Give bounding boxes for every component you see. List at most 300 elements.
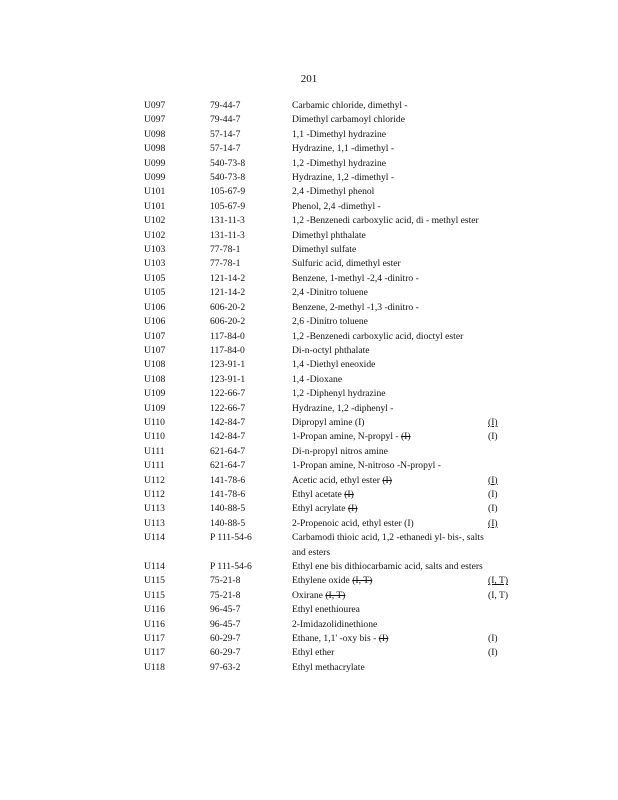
hazard-code-text: (I) bbox=[488, 488, 498, 500]
struck-hazard-code: (I) bbox=[400, 431, 411, 443]
cas-number-text: 141-78-6 bbox=[210, 488, 246, 500]
cas-number bbox=[210, 113, 292, 127]
table-row bbox=[144, 272, 524, 286]
cas-number bbox=[210, 243, 292, 257]
waste-code-text: U098 bbox=[144, 128, 166, 140]
hazard-code bbox=[488, 200, 524, 214]
chemical-name bbox=[292, 142, 488, 156]
cas-number-text: 121-14-2 bbox=[210, 287, 246, 299]
chemical-name-text: Ethyl ene bis dithiocarbamic acid, salts and esters bbox=[292, 561, 483, 572]
chemical-name bbox=[292, 618, 488, 632]
cas-number bbox=[210, 157, 292, 171]
chemical-name-text: 1,4 -Dioxane bbox=[292, 373, 343, 385]
cas-number bbox=[210, 229, 292, 243]
cas-number-text: 60-29-7 bbox=[210, 647, 241, 659]
waste-code bbox=[144, 560, 210, 574]
waste-code bbox=[144, 603, 210, 617]
table-row bbox=[144, 502, 524, 516]
table-row bbox=[144, 330, 524, 344]
table-row bbox=[144, 99, 524, 113]
table-row bbox=[144, 315, 524, 329]
cas-number-text: 96-45-7 bbox=[210, 604, 241, 616]
chemical-name-text: 1-Propan amine, N-propyl - bbox=[292, 431, 399, 443]
hazard-code bbox=[488, 445, 524, 459]
waste-code-text: U107 bbox=[144, 330, 166, 342]
chemical-name-text: 2-Imidazolidinethione bbox=[292, 618, 378, 630]
chemical-name-text: Ethylene oxide bbox=[292, 575, 350, 587]
cas-number bbox=[210, 185, 292, 199]
chemical-name bbox=[292, 560, 488, 574]
cas-number-text: 122-66-7 bbox=[210, 388, 246, 400]
waste-code-text: U115 bbox=[144, 589, 165, 601]
cas-number bbox=[210, 286, 292, 300]
waste-code-text: U117 bbox=[144, 633, 165, 645]
cas-number bbox=[210, 330, 292, 344]
waste-code bbox=[144, 589, 210, 603]
hazard-code-text: (I) bbox=[488, 416, 498, 428]
waste-code bbox=[144, 157, 210, 171]
hazard-code bbox=[488, 618, 524, 632]
chemical-name-text: Hydrazine, 1,2 -diphenyl - bbox=[292, 402, 394, 414]
cas-number bbox=[210, 488, 292, 502]
chemical-name-text: 1,4 -Diethyl eneoxide bbox=[292, 359, 376, 371]
waste-code-text: U114 bbox=[144, 532, 165, 544]
hazard-code-text: (I) bbox=[488, 633, 498, 645]
waste-code-text: U113 bbox=[144, 517, 165, 529]
cas-number-text: 621-64-7 bbox=[210, 445, 246, 457]
chemical-name bbox=[292, 603, 488, 617]
chemical-name bbox=[292, 387, 488, 401]
cas-number bbox=[210, 459, 292, 473]
chemical-name bbox=[292, 502, 488, 516]
chemical-name bbox=[292, 661, 488, 675]
page-number: 201 bbox=[300, 73, 318, 85]
chemical-name-text: Phenol, 2,4 -dimethyl - bbox=[292, 200, 381, 212]
hazard-code bbox=[488, 646, 524, 660]
hazard-code bbox=[488, 99, 524, 113]
cas-number bbox=[210, 502, 292, 516]
table-row bbox=[144, 430, 524, 444]
hazard-code bbox=[488, 142, 524, 156]
table-row bbox=[144, 589, 524, 603]
table-row bbox=[144, 257, 524, 271]
cas-number-text: 141-78-6 bbox=[210, 474, 246, 486]
hazard-code bbox=[488, 301, 524, 315]
hazard-code bbox=[488, 243, 524, 257]
cas-number bbox=[210, 142, 292, 156]
chemical-name-text: Dimethyl sulfate bbox=[292, 244, 357, 256]
chemical-name bbox=[292, 286, 488, 300]
waste-code-text: U116 bbox=[144, 604, 165, 616]
cas-number-text: 140-88-5 bbox=[210, 503, 246, 515]
chemical-name-text: Ethyl acetate bbox=[292, 488, 342, 500]
chemical-name-text: Ethane, 1,1' -oxy bis - bbox=[292, 633, 377, 645]
chemical-name-text: Sulfuric acid, dimethyl ester bbox=[292, 258, 401, 270]
cas-number bbox=[210, 589, 292, 603]
waste-code-text: U102 bbox=[144, 215, 166, 227]
hazard-code bbox=[488, 330, 524, 344]
waste-code bbox=[144, 229, 210, 243]
chemical-name-text: Benzene, 2-methyl -1,3 -dinitro - bbox=[292, 301, 419, 313]
cas-number-text: 79-44-7 bbox=[210, 100, 241, 111]
chemical-name bbox=[292, 632, 488, 646]
chemical-name bbox=[292, 373, 488, 387]
waste-code bbox=[144, 632, 210, 646]
waste-code bbox=[144, 128, 210, 142]
table-row bbox=[144, 387, 524, 401]
table-row bbox=[144, 358, 524, 372]
chemical-name-text: Ethyl methacrylate bbox=[292, 661, 365, 673]
cas-number bbox=[210, 560, 292, 574]
chemical-name bbox=[292, 430, 488, 444]
table-row bbox=[144, 488, 524, 502]
cas-number bbox=[210, 531, 292, 560]
hazard-code bbox=[488, 632, 524, 646]
cas-number-text: P 111-54-6 bbox=[210, 532, 252, 544]
cas-number-text: 75-21-8 bbox=[210, 575, 241, 587]
waste-code-text: U112 bbox=[144, 474, 165, 486]
waste-code-text: U101 bbox=[144, 200, 166, 212]
waste-code bbox=[144, 574, 210, 588]
table-row bbox=[144, 661, 524, 675]
chemical-name-text: Dimethyl phthalate bbox=[292, 229, 366, 241]
hazard-code bbox=[488, 603, 524, 617]
waste-code bbox=[144, 257, 210, 271]
cas-number-text: 140-88-5 bbox=[210, 517, 246, 529]
cas-number-text: 540-73-8 bbox=[210, 172, 246, 184]
table-row bbox=[144, 301, 524, 315]
waste-code bbox=[144, 618, 210, 632]
cas-number-text: 60-29-7 bbox=[210, 633, 241, 645]
cas-number bbox=[210, 402, 292, 416]
hazard-code bbox=[488, 257, 524, 271]
chemical-name-text: 1,1 -Dimethyl hydrazine bbox=[292, 128, 387, 140]
chemical-name bbox=[292, 488, 488, 502]
table-row bbox=[144, 560, 524, 574]
cas-number-text: 123-91-1 bbox=[210, 373, 246, 385]
waste-code bbox=[144, 488, 210, 502]
hazard-code bbox=[488, 229, 524, 243]
chemical-name bbox=[292, 402, 488, 416]
waste-code bbox=[144, 430, 210, 444]
hazard-code bbox=[488, 128, 524, 142]
cas-number bbox=[210, 646, 292, 660]
table-row bbox=[144, 128, 524, 142]
waste-code-text: U101 bbox=[144, 186, 166, 198]
cas-number-text: 142-84-7 bbox=[210, 416, 246, 428]
table-row bbox=[144, 142, 524, 156]
waste-code bbox=[144, 402, 210, 416]
waste-code-table bbox=[144, 99, 524, 675]
struck-hazard-code: (I) bbox=[382, 474, 392, 486]
chemical-name-text: 1,2 -Dimethyl hydrazine bbox=[292, 157, 387, 169]
chemical-name bbox=[292, 517, 488, 531]
hazard-code bbox=[488, 589, 524, 603]
cas-number bbox=[210, 373, 292, 387]
waste-code bbox=[144, 315, 210, 329]
cas-number bbox=[210, 171, 292, 185]
hazard-code bbox=[488, 531, 524, 560]
hazard-code bbox=[488, 574, 524, 588]
hazard-code bbox=[488, 315, 524, 329]
chemical-name bbox=[292, 243, 488, 257]
waste-code-text: U103 bbox=[144, 258, 166, 270]
chemical-name bbox=[292, 344, 488, 358]
waste-code-text: U111 bbox=[144, 445, 165, 457]
waste-code-text: U116 bbox=[144, 618, 165, 630]
waste-code-text: U112 bbox=[144, 488, 165, 500]
cas-number bbox=[210, 315, 292, 329]
table-row bbox=[144, 229, 524, 243]
waste-code bbox=[144, 301, 210, 315]
hazard-code-text: (I) bbox=[488, 474, 498, 486]
table-row bbox=[144, 574, 524, 588]
waste-code-text: U097 bbox=[144, 100, 166, 111]
waste-code-text: U107 bbox=[144, 344, 166, 356]
table-row bbox=[144, 459, 524, 473]
cas-number-text: 117-84-0 bbox=[210, 344, 245, 356]
cas-number bbox=[210, 128, 292, 142]
waste-code bbox=[144, 373, 210, 387]
hazard-code bbox=[488, 430, 524, 444]
table-row bbox=[144, 445, 524, 459]
chemical-name-text: 1,2 -Benzenedi carboxylic acid, dioctyl ester bbox=[292, 330, 464, 342]
waste-code bbox=[144, 243, 210, 257]
cas-number-text: 606-20-2 bbox=[210, 316, 246, 328]
chemical-name bbox=[292, 128, 488, 142]
cas-number bbox=[210, 257, 292, 271]
waste-code-text: U099 bbox=[144, 172, 166, 184]
cas-number-text: P 111-54-6 bbox=[210, 561, 252, 572]
table-row bbox=[144, 113, 524, 127]
waste-code-text: U106 bbox=[144, 316, 166, 328]
waste-code bbox=[144, 113, 210, 127]
waste-code-text: U110 bbox=[144, 431, 165, 443]
cas-number-text: 131-11-3 bbox=[210, 215, 245, 227]
table-row bbox=[144, 200, 524, 214]
chemical-name-text: 1-Propan amine, N-nitroso -N-propyl - bbox=[292, 460, 441, 472]
cas-number-text: 105-67-9 bbox=[210, 186, 246, 198]
table-row bbox=[144, 517, 524, 531]
cas-number-text: 77-78-1 bbox=[210, 258, 241, 270]
table-row bbox=[144, 632, 524, 646]
waste-code-text: U102 bbox=[144, 229, 166, 241]
chemical-name-text: 2,4 -Dinitro toluene bbox=[292, 287, 368, 299]
chemical-name bbox=[292, 330, 488, 344]
chemical-name-text: Ethyl acrylate bbox=[292, 503, 346, 515]
cas-number bbox=[210, 387, 292, 401]
cas-number bbox=[210, 200, 292, 214]
chemical-name bbox=[292, 531, 488, 560]
struck-hazard-code: (I) bbox=[347, 503, 358, 515]
waste-code bbox=[144, 531, 210, 560]
chemical-name-text: 1,2 -Benzenedi carboxylic acid, di - methyl ester bbox=[292, 215, 479, 227]
table-row bbox=[144, 531, 524, 560]
chemical-name bbox=[292, 272, 488, 286]
chemical-name bbox=[292, 589, 488, 603]
cas-number bbox=[210, 430, 292, 444]
waste-code-text: U117 bbox=[144, 647, 165, 659]
table-row bbox=[144, 214, 524, 228]
struck-hazard-code: (I) bbox=[344, 488, 354, 500]
table-row bbox=[144, 474, 524, 488]
hazard-code bbox=[488, 373, 524, 387]
chemical-name-text: 2-Propenoic acid, ethyl ester (I) bbox=[292, 517, 414, 529]
table-row bbox=[144, 402, 524, 416]
table-row bbox=[144, 171, 524, 185]
hazard-code bbox=[488, 661, 524, 675]
cas-number-text: 105-67-9 bbox=[210, 200, 246, 212]
hazard-code bbox=[488, 171, 524, 185]
hazard-code-text: (I) bbox=[488, 517, 498, 529]
chemical-name bbox=[292, 99, 488, 113]
hazard-code bbox=[488, 488, 524, 502]
hazard-code bbox=[488, 113, 524, 127]
table-row bbox=[144, 157, 524, 171]
chemical-name bbox=[292, 416, 488, 430]
table-row bbox=[144, 646, 524, 660]
waste-code-text: U113 bbox=[144, 503, 165, 515]
chemical-name-text: Di-n-octyl phthalate bbox=[292, 344, 370, 356]
hazard-code bbox=[488, 459, 524, 473]
waste-code bbox=[144, 344, 210, 358]
waste-code bbox=[144, 416, 210, 430]
struck-hazard-code: (I, T) bbox=[325, 589, 346, 601]
waste-code bbox=[144, 214, 210, 228]
chemical-name-text: Di-n-propyl nitros amine bbox=[292, 445, 388, 457]
chemical-name bbox=[292, 474, 488, 488]
struck-hazard-code: (I) bbox=[378, 633, 389, 645]
cas-number bbox=[210, 358, 292, 372]
cas-number bbox=[210, 214, 292, 228]
hazard-code bbox=[488, 358, 524, 372]
cas-number-text: 57-14-7 bbox=[210, 143, 241, 155]
table-row bbox=[144, 603, 524, 617]
hazard-code bbox=[488, 402, 524, 416]
cas-number bbox=[210, 632, 292, 646]
chemical-name-text: 2,6 -Dinitro toluene bbox=[292, 316, 368, 328]
waste-code-text: U109 bbox=[144, 388, 166, 400]
waste-code bbox=[144, 99, 210, 113]
cas-number bbox=[210, 344, 292, 358]
cas-number bbox=[210, 99, 292, 113]
waste-code bbox=[144, 387, 210, 401]
cas-number bbox=[210, 445, 292, 459]
cas-number-text: 122-66-7 bbox=[210, 402, 246, 414]
waste-code-text: U097 bbox=[144, 114, 166, 126]
cas-number bbox=[210, 474, 292, 488]
cas-number bbox=[210, 301, 292, 315]
waste-code-text: U114 bbox=[144, 561, 165, 572]
table-row bbox=[144, 344, 524, 358]
chemical-name bbox=[292, 459, 488, 473]
cas-number-text: 123-91-1 bbox=[210, 359, 246, 371]
chemical-name bbox=[292, 157, 488, 171]
hazard-code bbox=[488, 416, 524, 430]
waste-code-text: U110 bbox=[144, 416, 165, 428]
hazard-code-text: (I, T) bbox=[488, 575, 509, 587]
waste-code bbox=[144, 661, 210, 675]
waste-code-text: U099 bbox=[144, 157, 166, 169]
hazard-code bbox=[488, 214, 524, 228]
hazard-code bbox=[488, 344, 524, 358]
waste-code bbox=[144, 517, 210, 531]
chemical-name bbox=[292, 315, 488, 329]
hazard-code bbox=[488, 157, 524, 171]
waste-code bbox=[144, 171, 210, 185]
chemical-name bbox=[292, 301, 488, 315]
cas-number-text: 121-14-2 bbox=[210, 272, 246, 284]
hazard-code bbox=[488, 286, 524, 300]
chemical-name-text: Carbamodi thioic acid, 1,2 -ethanedi yl- bis-, salts and esters bbox=[292, 532, 484, 558]
waste-code-text: U111 bbox=[144, 460, 165, 472]
chemical-name bbox=[292, 257, 488, 271]
waste-code bbox=[144, 474, 210, 488]
struck-hazard-code: (I, T) bbox=[352, 575, 373, 587]
table-row bbox=[144, 185, 524, 199]
cas-number bbox=[210, 517, 292, 531]
cas-number bbox=[210, 618, 292, 632]
waste-code-text: U105 bbox=[144, 272, 166, 284]
waste-code bbox=[144, 330, 210, 344]
waste-code bbox=[144, 142, 210, 156]
chemical-name-text: Dipropyl amine (I) bbox=[292, 416, 365, 428]
chemical-name bbox=[292, 171, 488, 185]
waste-code-text: U098 bbox=[144, 143, 166, 155]
cas-number-text: 97-63-2 bbox=[210, 661, 241, 673]
cas-number-text: 621-64-7 bbox=[210, 460, 246, 472]
chemical-name-text: 2,4 -Dimethyl phenol bbox=[292, 186, 375, 198]
cas-number-text: 131-11-3 bbox=[210, 229, 245, 241]
chemical-name-text: 1,2 -Diphenyl hydrazine bbox=[292, 388, 386, 400]
waste-code bbox=[144, 459, 210, 473]
table-row bbox=[144, 618, 524, 632]
chemical-name-text: Ethyl ether bbox=[292, 647, 335, 659]
chemical-name bbox=[292, 214, 488, 228]
chemical-name-text: Hydrazine, 1,2 -dimethyl - bbox=[292, 172, 395, 184]
hazard-code-text: (I) bbox=[488, 431, 498, 443]
hazard-code bbox=[488, 185, 524, 199]
cas-number bbox=[210, 603, 292, 617]
cas-number-text: 75-21-8 bbox=[210, 589, 241, 601]
cas-number-text: 96-45-7 bbox=[210, 618, 241, 630]
waste-code-text: U105 bbox=[144, 287, 166, 299]
waste-code bbox=[144, 185, 210, 199]
chemical-name-text: Ethyl enethiourea bbox=[292, 604, 360, 616]
waste-code bbox=[144, 646, 210, 660]
waste-code bbox=[144, 502, 210, 516]
hazard-code-text: (I) bbox=[488, 647, 498, 659]
cas-number-text: 142-84-7 bbox=[210, 431, 246, 443]
cas-number-text: 540-73-8 bbox=[210, 157, 246, 169]
cas-number bbox=[210, 416, 292, 430]
chemical-name-text: Carbamic chloride, dimethyl - bbox=[292, 100, 408, 111]
chemical-name bbox=[292, 185, 488, 199]
hazard-code bbox=[488, 560, 524, 574]
chemical-name bbox=[292, 574, 488, 588]
chemical-name bbox=[292, 646, 488, 660]
chemical-name bbox=[292, 113, 488, 127]
hazard-code bbox=[488, 517, 524, 531]
chemical-name-text: Oxirane bbox=[292, 589, 323, 601]
cas-number-text: 57-14-7 bbox=[210, 128, 241, 140]
cas-number bbox=[210, 661, 292, 675]
chemical-name bbox=[292, 200, 488, 214]
table-row bbox=[144, 243, 524, 257]
hazard-code-text: (I, T) bbox=[488, 589, 509, 601]
waste-code bbox=[144, 200, 210, 214]
cas-number bbox=[210, 574, 292, 588]
